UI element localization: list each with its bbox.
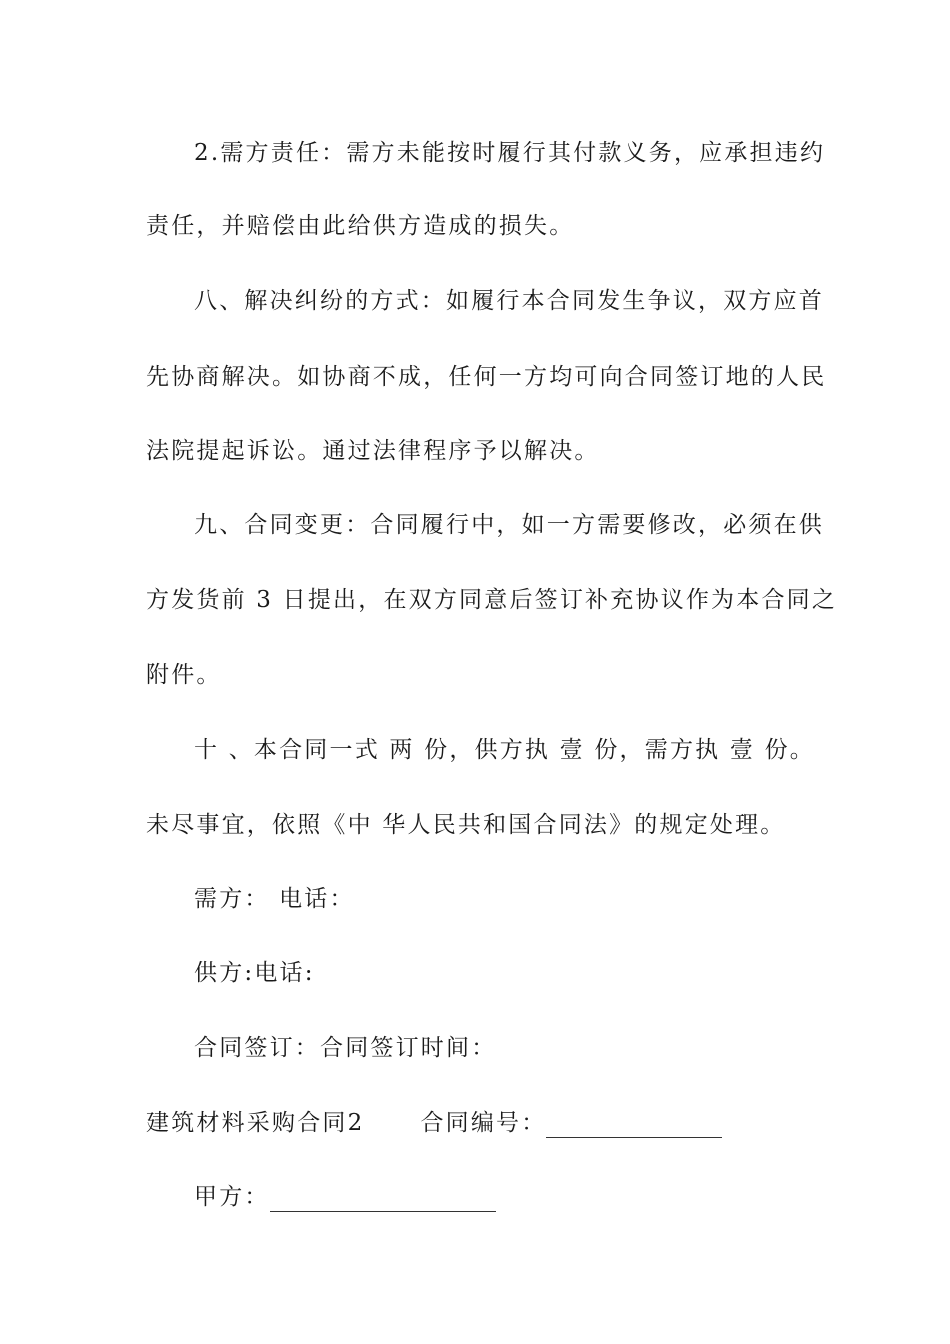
- paragraph-line: 先协商解决。如协商不成，任何一方均可向合同签订地的人民: [146, 364, 827, 390]
- party-a-line: [194, 1182, 496, 1212]
- paragraph-line: 责任，并赔偿由此给供方造成的损失。: [146, 213, 575, 239]
- signature-line: 合同签订：合同签订时间：: [194, 1035, 497, 1061]
- signature-line: 需方： 电话：: [194, 886, 355, 912]
- paragraph-line: 方发货前 3 日提出，在双方同意后签订补充协议作为本合同之: [146, 587, 838, 613]
- contract-heading-line: [146, 1108, 722, 1138]
- paragraph-line: 附件。: [146, 662, 222, 688]
- paragraph-line: 九、合同变更：合同履行中，如一方需要修改，必须在供: [194, 512, 824, 538]
- paragraph-line: 未尽事宜，依照《中 华人民共和国合同法》的规定处理。: [146, 812, 786, 838]
- contract-number-label: 合同编号：: [420, 1110, 547, 1136]
- signature-line: 供方:电话:: [194, 960, 315, 986]
- paragraph-line: 十 、本合同一式 两 份，供方执 壹 份，需方执 壹 份。: [194, 737, 815, 763]
- contract-number-field[interactable]: [546, 1113, 722, 1138]
- party-a-field[interactable]: [270, 1187, 496, 1212]
- paragraph-line: 八、解决纠纷的方式：如履行本合同发生争议，双方应首: [194, 288, 824, 314]
- party-a-label: 甲方：: [194, 1184, 270, 1210]
- contract-title: 建筑材料采购合同2: [146, 1110, 365, 1136]
- paragraph-line: 法院提起诉讼。通过法律程序予以解决。: [146, 438, 600, 464]
- paragraph-line: 2.需方责任：需方未能按时履行其付款义务，应承担违约: [194, 140, 826, 166]
